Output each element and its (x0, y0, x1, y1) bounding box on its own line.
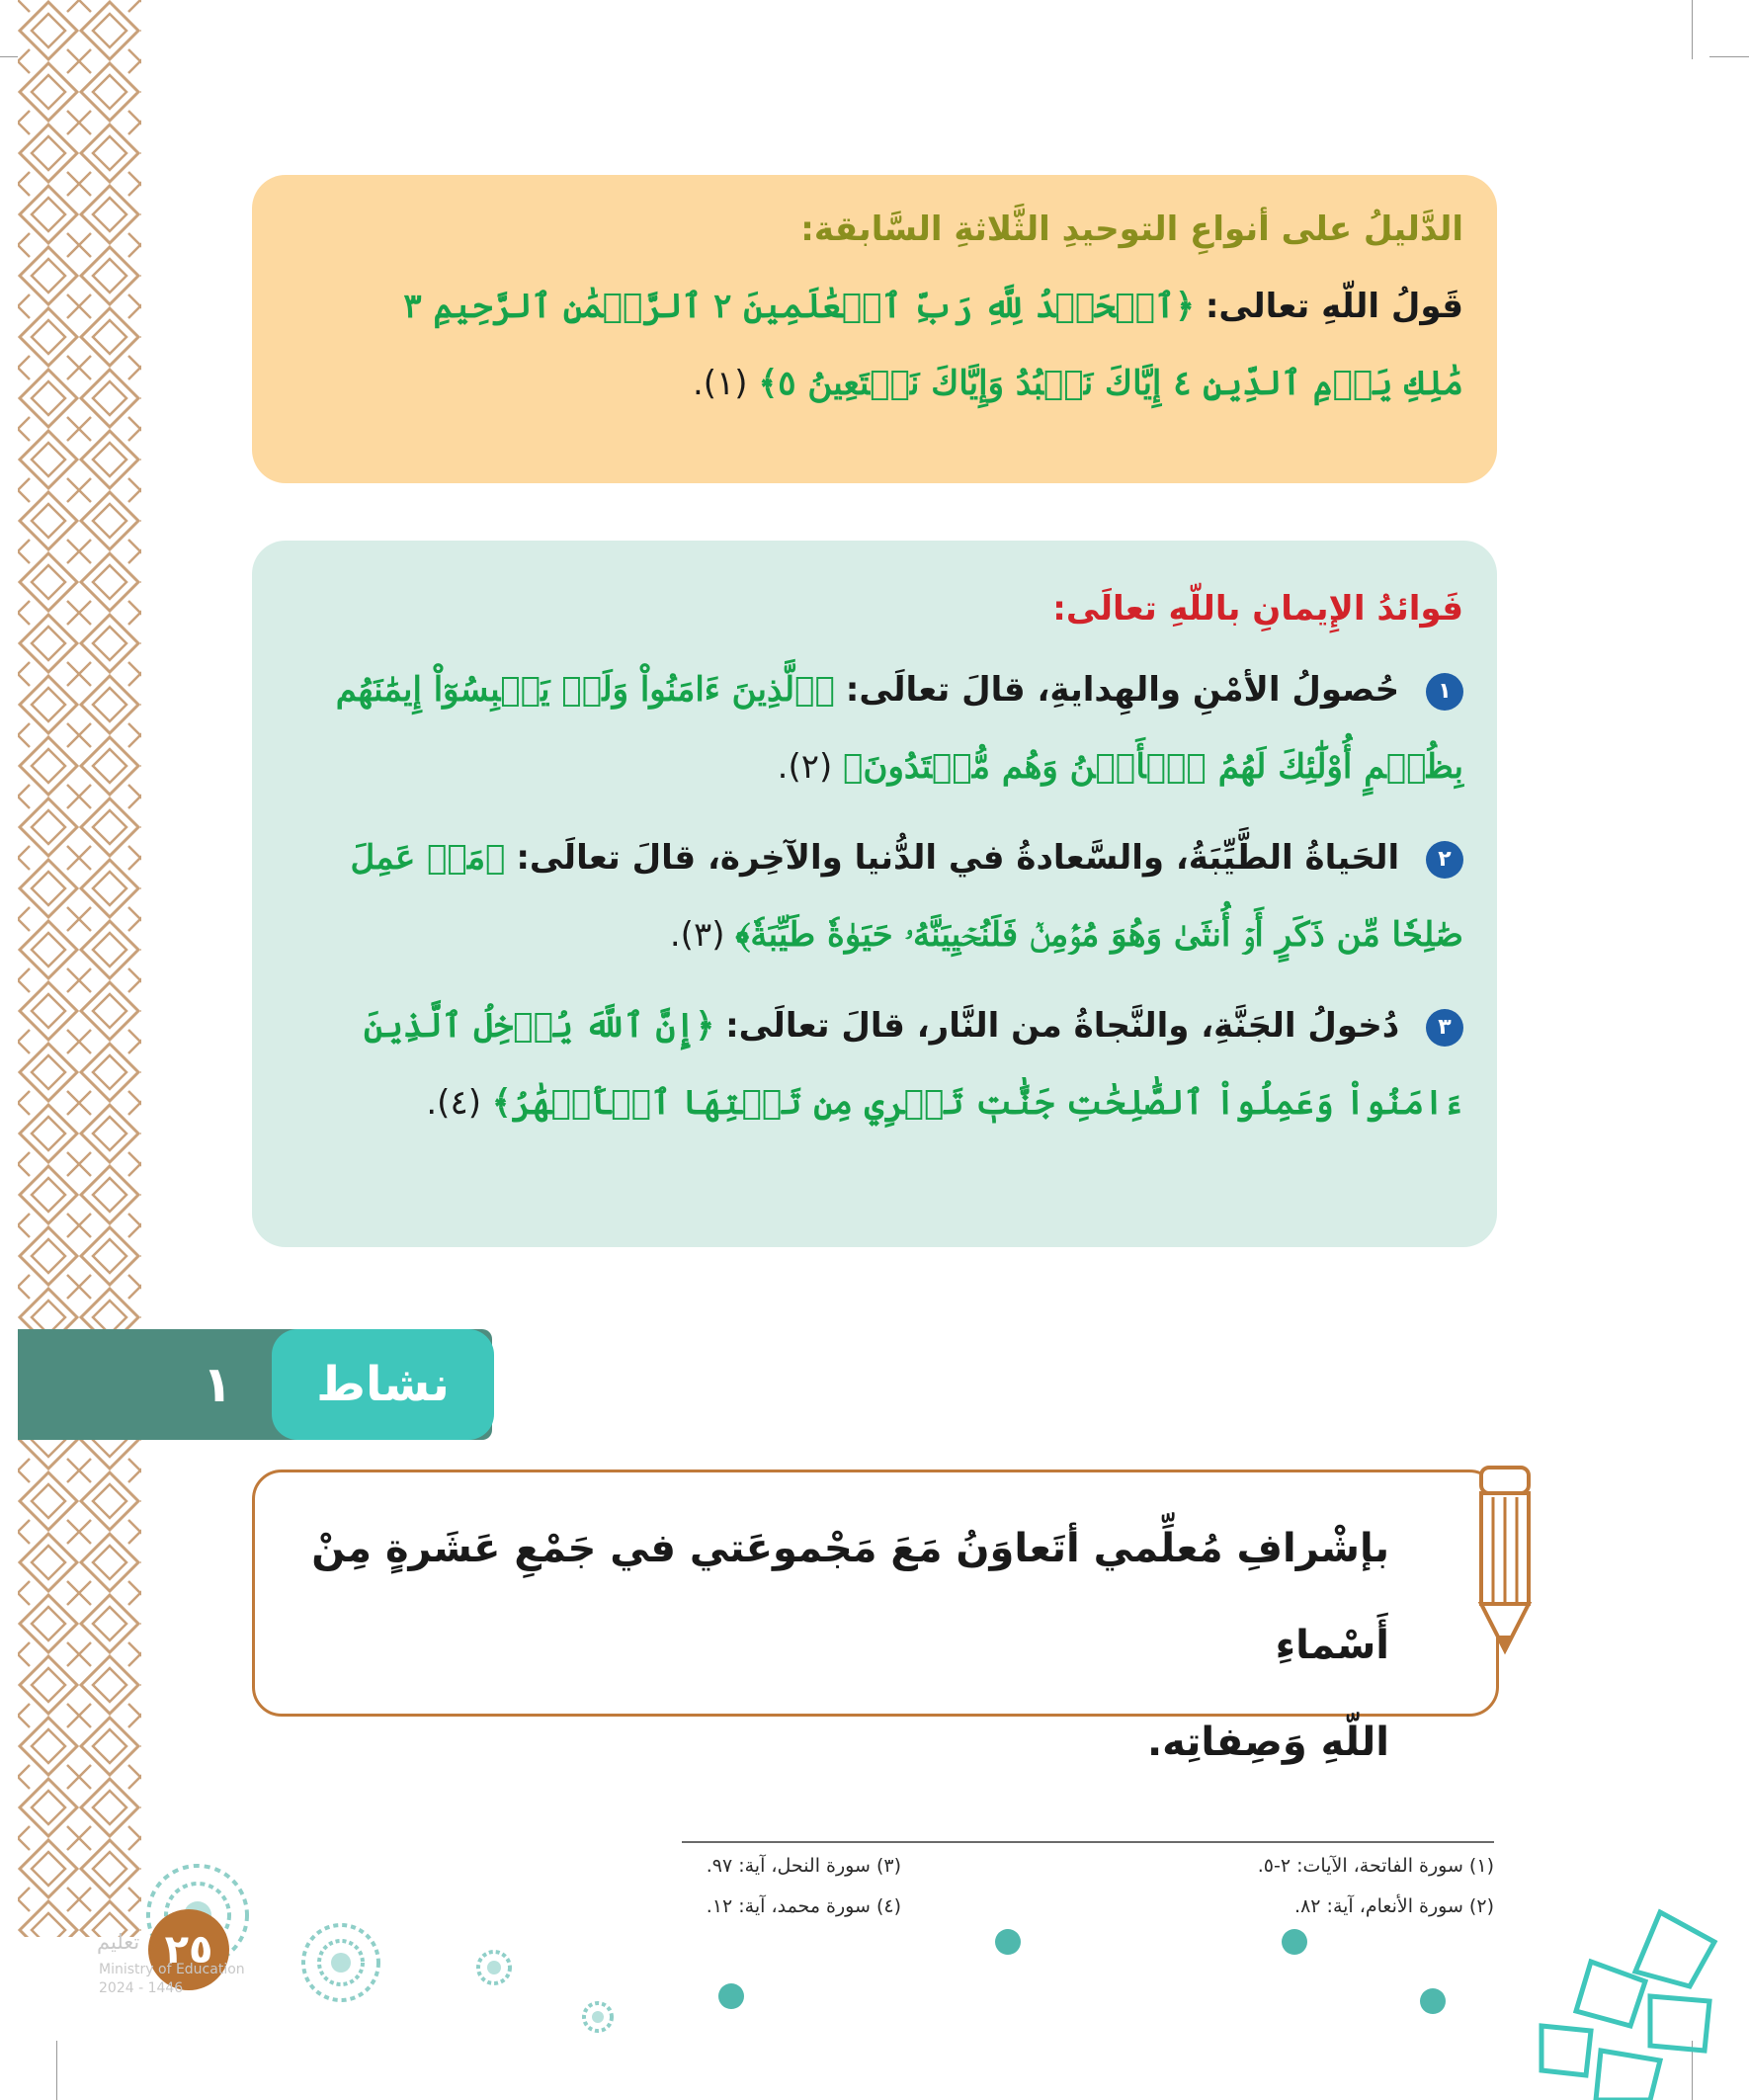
verse-text: ﴿إِنَّ ٱللَّهَ يُدۡخِلُ ٱلَّذِينَ (364, 1006, 715, 1046)
number-badge: ٣ (1426, 1009, 1463, 1047)
evidence-intro: قَولُ اللّهِ تعالى: (1205, 287, 1463, 326)
footnote-ref: (٤). (426, 1083, 481, 1123)
ministry-logo-text: تعليم (97, 1930, 140, 1954)
benefit-lead: الحَياةُ الطَّيِّبَةُ، والسَّعادةُ في الدُّنيا والآخِرة، قالَ تعالَى: (516, 838, 1400, 878)
footnote-2: (٢) سورة الأنعام، آية: ٨٢. (1294, 1895, 1494, 1917)
activity-text-line1: بإشْرافِ مُعلِّمي أتَعاوَنُ مَعَ مَجْموعَتي في جَمْعِ عَشَرةٍ مِنْ أَسْماءِ (311, 1526, 1389, 1668)
verse-fatiha-part2: مَٰلِكِ يَوۡمِ ٱلدِّينِ ٤ إِيَّاكَ نَعۡبُدُ وَإِيَّاكَ نَسۡتَعِينُ ٥﴾ (758, 364, 1463, 403)
ministry-name: Ministry of Education (99, 1962, 245, 1977)
benefit-lead: دُخولُ الجَنَّةِ، والنَّجاةُ من النَّار، قالَ تعالَى: (725, 1006, 1400, 1046)
crop-mark (1709, 56, 1749, 57)
activity-task-box (252, 1470, 1499, 1765)
page-number-badge: ٢٥ (148, 1909, 229, 1990)
edition-year: 2024 - 1446 (99, 1980, 184, 1996)
activity-label: نشاط (272, 1329, 494, 1440)
number-badge: ٢ (1426, 841, 1463, 879)
benefit-item (286, 987, 1463, 1141)
footnote-ref: (٣). (669, 915, 725, 955)
geometric-border-pattern (18, 0, 141, 1937)
verse-text: ﴿مَنۡ عَمِلَ (350, 838, 506, 878)
footnote-3: (٣) سورة النحل، آية: ٩٧. (706, 1855, 901, 1877)
benefit-lead: حُصولُ الأمْنِ والهِدايةِ، قالَ تعالَى: (845, 670, 1400, 710)
number-badge: ١ (1426, 673, 1463, 711)
evidence-box (252, 175, 1497, 483)
footnote-4: (٤) سورة محمد، آية: ١٢. (706, 1895, 901, 1917)
geometric-corner-icon (1532, 1902, 1749, 2100)
benefit-item (286, 819, 1463, 973)
footnote-ref: (٢). (777, 747, 833, 787)
footnote-1: (١) سورة الفاتحة، الآيات: ٢-٥. (1257, 1855, 1494, 1877)
benefits-box (252, 541, 1497, 1247)
small-rosettes (711, 1917, 1462, 2036)
crop-mark (1692, 0, 1693, 59)
verse-text: بِظُلۡمٍ أُوْلَٰٓئِكَ لَهُمُ ٱلۡأَمۡنُ وَهُم مُّهۡتَدُونَ﴾ (843, 747, 1463, 787)
footnote-ref: (١). (692, 364, 748, 403)
pencil-icon (1475, 1458, 1535, 1655)
benefit-item (286, 651, 1463, 805)
verse-text: ءَامَنُواْ وَعَمِلُواْ ٱلصَّٰلِحَٰتِ جَنَّٰتٖ تَجۡرِي مِن تَحۡتِهَا ٱلۡأَنۡهَٰرُ﴾ (491, 1083, 1463, 1123)
evidence-heading: الدَّليلُ على أنواعِ التوحيدِ الثَّلاثةِ السَّابقة: (800, 210, 1463, 249)
crop-mark (56, 2041, 57, 2100)
activity-number: ١ (202, 1356, 233, 1413)
verse-text: ﴿ٱلَّذِينَ ءَامَنُواْ وَلَمۡ يَلۡبِسُوٓاْ إِيمَٰنَهُم (335, 670, 835, 710)
activity-text-line2: اللّهِ وَصِفاتِه. (1146, 1720, 1389, 1765)
footnote-rule (682, 1841, 1494, 1843)
verse-fatiha-part1: ﴿ٱلۡحَمۡدُ لِلَّهِ رَبِّ ٱلۡعَٰلَمِينَ ٢ ٱلرَّحۡمَٰنِ ٱلرَّحِيمِ ٣ (403, 287, 1196, 326)
verse-text: صَٰلِحٗا مِّن ذَكَرٍ أَوۡ أُنثَىٰ وَهُوَ مُؤۡمِنٞ فَلَنُحۡيِيَنَّهُۥ حَيَوٰةٗ طَيِّبَةٗ﴾ (735, 915, 1463, 955)
benefits-heading: فَوائدُ الإِيمانِ باللّهِ تعالَى: (1052, 589, 1463, 629)
